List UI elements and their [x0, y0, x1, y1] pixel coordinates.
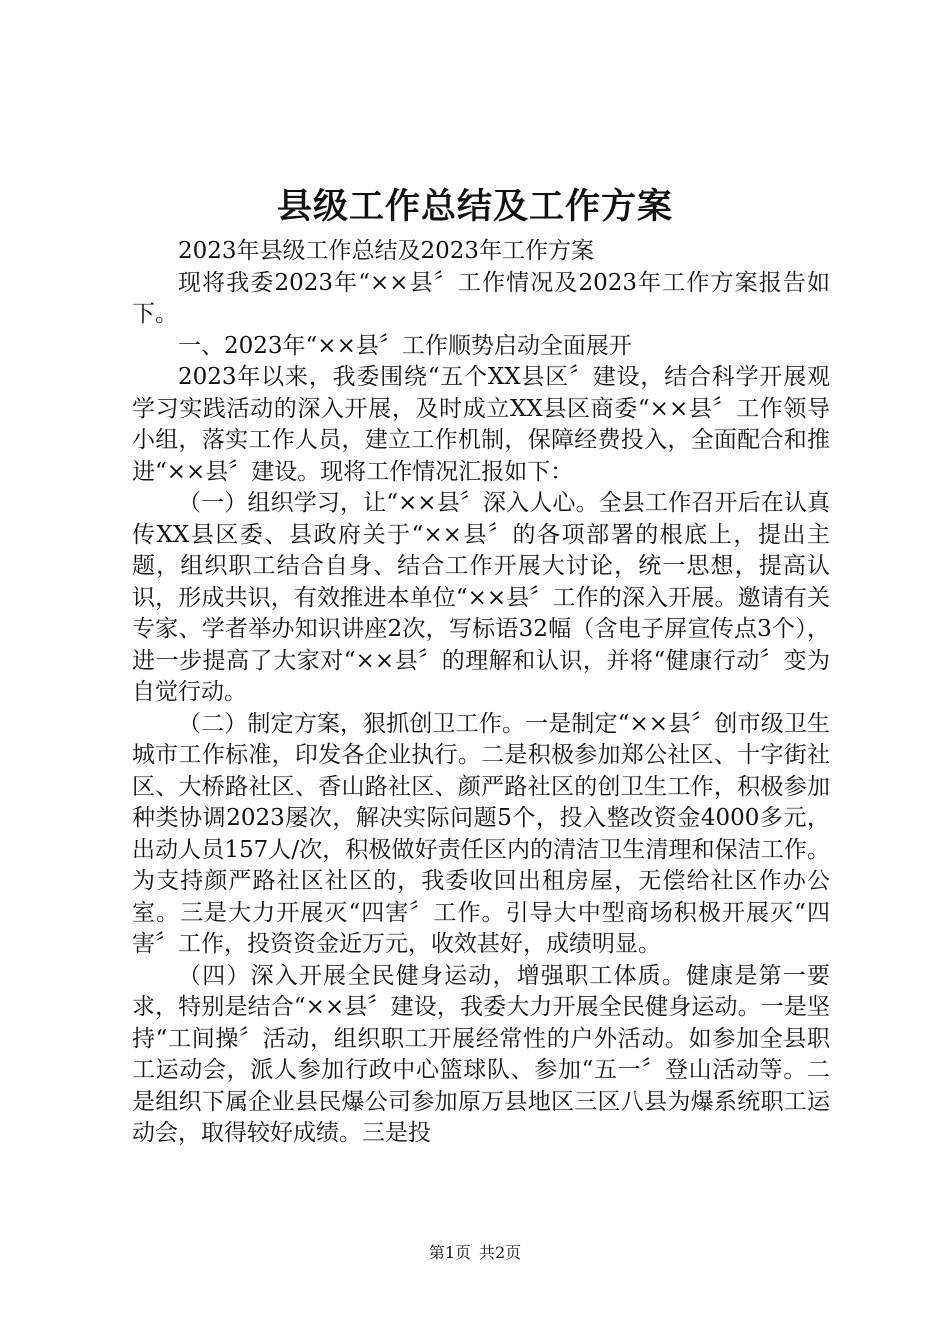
- paragraph-subtitle: 2023年县级工作总结及2023年工作方案: [178, 238, 595, 264]
- paragraph-intro: 现将我委2023年“××县〞工作情况及2023年工作方案报告如下。: [132, 269, 830, 327]
- page-total: 共2页: [479, 1243, 522, 1262]
- document-title: 县级工作总结及工作方案: [276, 186, 673, 227]
- page-footer: [0, 1242, 950, 1264]
- paragraph: （四）深入开展全民健身运动，增强职工体质。健康是第一要求，特别是结合“××县〞建设，我委大力开展全民健身运动。一是坚持“工间操〞活动，组织职工开展经常性的户外活动。如参加全县职工运动会，派人参加行政中心篮球队、参加“五一〞登山活动等。二是组织下属企业县民爆公司参加原万县地区三区八县为爆系统职工运动会，取得较好成绩。三是投: [132, 962, 830, 1146]
- paragraph: （二）制定方案，狠抓创卫工作。一是制定“××县〞创市级卫生城市工作标准，印发各企业执行。二是积极参加郑公社区、十字街社区、大桥路社区、香山路社区、颜严路社区的创卫生工作，积极参加种类协调2023屡次，解决实际问题5个，投入整改资金4000多元，出动人员157人/次，积极做好责任区内的清洁卫生清理和保洁工作。为支持颜严路社区社区的，我委收回出租房屋，无偿给社区作办公室。三是大力开展灭“四害〞工作。引导大中型商场积极开展灭“四害〞工作，投资资金近万元，收效甚好，成绩明显。: [132, 710, 830, 957]
- page-number: 第1页: [428, 1243, 471, 1262]
- paragraph: （一）组织学习，让“××县〞深入人心。全县工作召开后在认真传XX县区委、县政府关于“××县〞的各项部署的根底上，提出主题，组织职工结合自身、结合工作开展大讨论，统一思想，提高认识，形成共识，有效推进本单位“××县〞工作的深入开展。邀请有关专家、学者举办知识讲座2次，写标语32幅（含电子屏宣传点3个），进一步提高了大家对“××县〞的理解和认识，并将“健康行动〞变为自觉行动。: [132, 490, 830, 705]
- section-heading-1: 一、2023年“××县〞工作顺势启动全面展开: [178, 332, 632, 359]
- paragraph: 2023年以来，我委围绕“五个XX县区〞建设，结合科学开展观学习实践活动的深入开展，及时成立XX县区商委“××县〞工作领导小组，落实工作人员，建立工作机制，保障经费投入，全面配合和推进“××县〞建设。现将工作情况汇报如下：: [132, 364, 830, 485]
- document-body: [132, 236, 830, 1150]
